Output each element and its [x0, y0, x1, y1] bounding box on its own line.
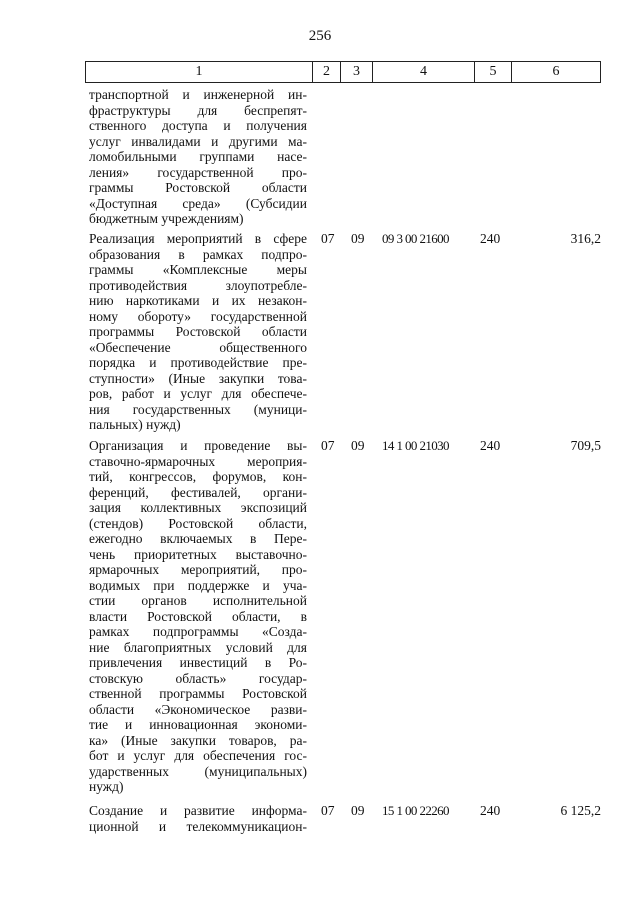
desc-line: образования в рамках подпро-	[89, 246, 307, 262]
desc-line: ственного доступа и получения	[89, 118, 307, 133]
desc-line: стовскую область» государ-	[89, 670, 307, 686]
desc-line: ственной программы Ростовской	[89, 686, 307, 701]
desc-line: ние благоприятных условий для	[89, 639, 307, 655]
header-col-6: 6	[511, 62, 601, 82]
desc-line: нию наркотиками и их незакон-	[89, 293, 307, 308]
desc-line: транспортной и инженерной ин-	[89, 87, 307, 102]
desc-line: ставочно-ярмарочных мероприя-	[89, 453, 307, 469]
row-description	[89, 438, 307, 795]
desc-line: Создание и развитие информа-	[89, 803, 307, 818]
desc-line: ярмарочных мероприятий, про-	[89, 562, 307, 577]
desc-line: фраструктуры для беспрепят-	[89, 102, 307, 118]
desc-line: ломобильными группами насе-	[89, 149, 307, 164]
target-article-code: 15 1 00 22260	[382, 803, 449, 818]
header-col-3: 3	[340, 62, 372, 82]
expense-type-code: 240	[480, 231, 501, 246]
desc-line: бот и услуг для обеспечения гос-	[89, 748, 307, 763]
desc-line: «Обеспечение общественного	[89, 339, 307, 355]
desc-line: стии органов исполнительной	[89, 593, 307, 608]
desc-line: ежегодно включаемых в Пере-	[89, 531, 307, 546]
desc-line: граммы «Комплексные меры	[89, 262, 307, 277]
desc-line: Реализация мероприятий в сфере	[89, 231, 307, 246]
desc-line: нужд)	[89, 779, 124, 794]
desc-line: привлечения инвестиций в Ро-	[89, 655, 307, 670]
subsection-code: 09	[351, 231, 365, 246]
desc-line: ференций, фестивалей, органи-	[89, 484, 307, 500]
desc-line: ударственных (муниципальных)	[89, 763, 307, 779]
desc-line: зация коллективных экспозиций	[89, 500, 307, 515]
desc-line: программы Ростовской области	[89, 324, 307, 339]
desc-line: водимых при поддержке и уча-	[89, 577, 307, 593]
row-description	[89, 803, 307, 834]
section-code: 07	[321, 231, 335, 246]
desc-line: тий, конгрессов, форумов, кон-	[89, 469, 307, 484]
header-col-2: 2	[312, 62, 340, 82]
desc-line: ка» (Иные закупки товаров, ра-	[89, 732, 307, 748]
section-code: 07	[321, 438, 335, 453]
amount-value: 6 125,2	[560, 803, 601, 818]
subsection-code: 09	[351, 438, 365, 453]
desc-line: «Доступная среда» (Субсидии	[89, 195, 307, 211]
subsection-code: 09	[351, 803, 365, 818]
row-description	[89, 87, 307, 227]
desc-line: тие и инновационная экономи-	[89, 717, 307, 732]
desc-line: власти Ростовской области, в	[89, 608, 307, 624]
desc-line: области «Экономическое разви-	[89, 701, 307, 717]
desc-line: бюджетным учреждениям)	[89, 211, 244, 226]
desc-line: рамках подпрограммы «Созда-	[89, 624, 307, 639]
desc-line: ному обороту» государственной	[89, 308, 307, 324]
desc-line: ления» государственной про-	[89, 164, 307, 180]
page-number: 256	[308, 28, 332, 44]
amount-value: 709,5	[570, 438, 601, 453]
expense-type-code: 240	[480, 803, 501, 818]
desc-line: (стендов) Ростовской области,	[89, 515, 307, 531]
table-header-row	[85, 61, 601, 83]
desc-line: Организация и проведение вы-	[89, 438, 307, 453]
desc-line: чень приоритетных выставочно-	[89, 546, 307, 562]
amount-value: 316,2	[570, 231, 601, 246]
row-description	[89, 231, 307, 433]
header-col-5: 5	[474, 62, 511, 82]
desc-line: пальных) нужд)	[89, 417, 181, 432]
target-article-code: 14 1 00 21030	[382, 438, 449, 453]
header-col-1: 1	[85, 62, 312, 82]
expense-type-code: 240	[480, 438, 501, 453]
target-article-code: 09 3 00 21600	[382, 231, 449, 246]
header-col-4: 4	[372, 62, 474, 82]
section-code: 07	[321, 803, 335, 818]
desc-line: ров, работ и услуг для обеспече-	[89, 386, 307, 401]
desc-line: услуг инвалидами и другими ма-	[89, 133, 307, 149]
desc-line: противодействия злоупотребле-	[89, 277, 307, 293]
desc-line: ступности» (Иные закупки това-	[89, 370, 307, 386]
desc-line: ционной и телекоммуникацион-	[89, 818, 307, 834]
desc-line: порядка и противодействие пре-	[89, 355, 307, 370]
desc-line: граммы Ростовской области	[89, 180, 307, 195]
desc-line: ния государственных (муници-	[89, 401, 307, 417]
